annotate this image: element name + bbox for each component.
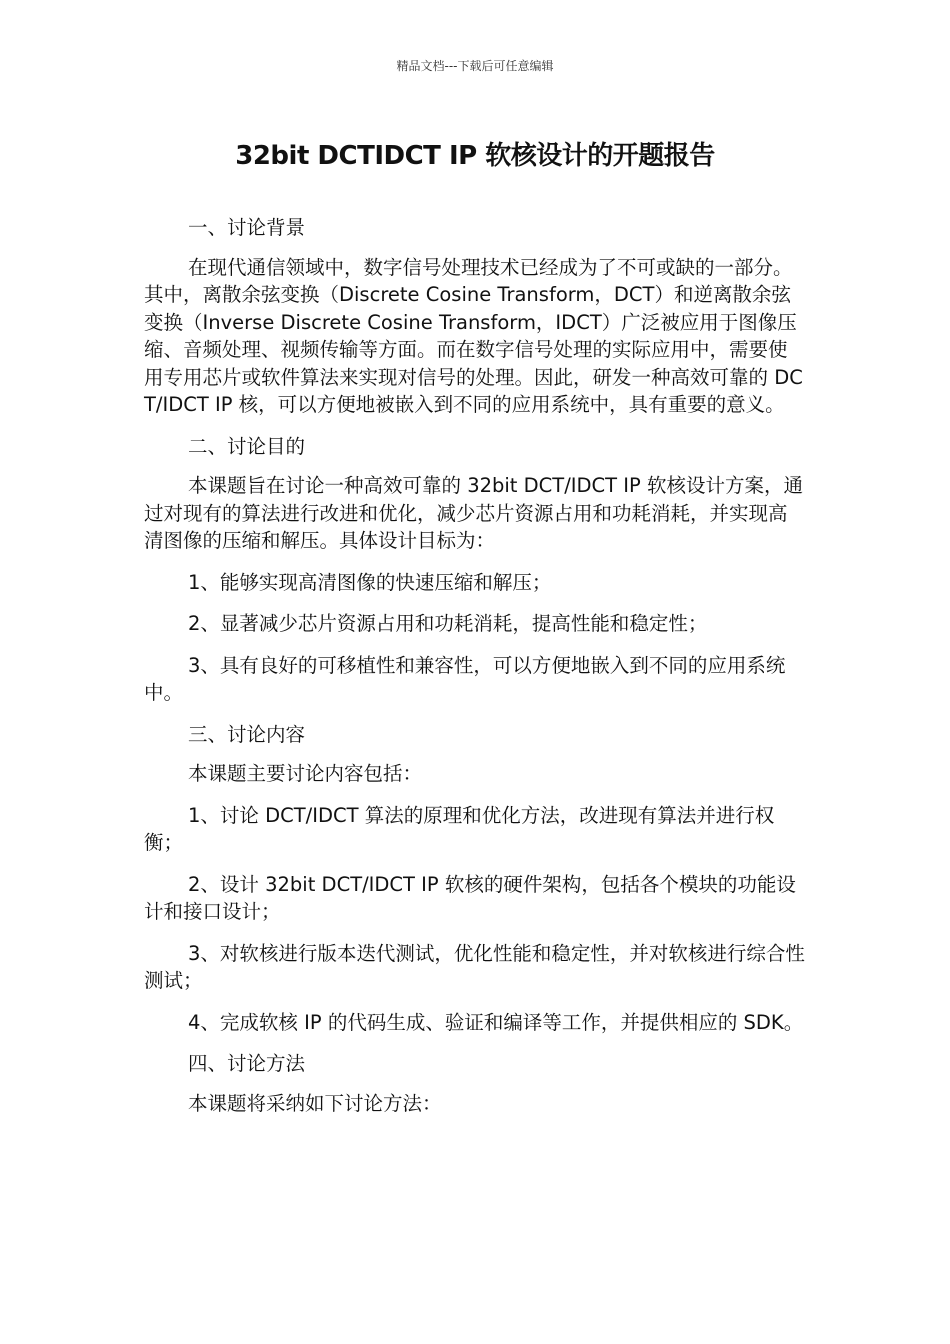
paragraph-purpose: 本课题旨在讨论一种高效可靠的 32bit DCT/IDCT IP 软核设计方案，通过对现有的算法进行改进和优化，减少芯片资源占用和功耗消耗，并实现高清图像的压缩和解压。具体设计目标为： bbox=[144, 474, 803, 552]
document-body bbox=[144, 214, 806, 1131]
section-heading-purpose: 二、讨论目的 bbox=[188, 434, 306, 458]
page-header: 精品文档---下载后可任意编辑 bbox=[396, 59, 554, 73]
list-item-goal-3: 3、具有良好的可移植性和兼容性，可以方便地嵌入到不同的应用系统中。 bbox=[144, 653, 786, 704]
list-item-goal-1: 1、能够实现高清图像的快速压缩和解压； bbox=[188, 570, 552, 594]
list-item-content-2: 2、设计 32bit DCT/IDCT IP 软核的硬件架构，包括各个模块的功能设计和接口设计； bbox=[144, 872, 796, 923]
section-heading-background: 一、讨论背景 bbox=[188, 216, 306, 239]
section-heading-content: 三、讨论内容 bbox=[188, 722, 306, 746]
paragraph-background: 在现代通信领域中，数字信号处理技术已经成为了不可或缺的一部分。其中，离散余弦变换（Discrete Cosine Transform，DCT）和逆离散余弦变换（Inverse Discrete Cosine Transform，IDCT）广泛被应用于图像压缩、音频处理、视频传输等方面。而在数字信号处理的实际应用中，需要使用专用芯片或软件算法来实现对信号的处理。因此，研发一种高效可靠的 DCT/IDCT IP 核，可以方便地被嵌入到不同的应用系统中，具有重要的意义。 bbox=[144, 255, 803, 416]
paragraph-method-intro: 本课题将采纳如下讨论方法： bbox=[188, 1091, 442, 1115]
paragraph-content-intro: 本课题主要讨论内容包括： bbox=[188, 762, 423, 785]
list-item-goal-2: 2、显著减少芯片资源占用和功耗消耗，提高性能和稳定性； bbox=[188, 612, 708, 635]
section-heading-method: 四、讨论方法 bbox=[188, 1052, 306, 1075]
list-item-content-1: 1、讨论 DCT/IDCT 算法的原理和优化方法，改进现有算法并进行权衡； bbox=[144, 803, 775, 854]
list-item-content-3: 3、对软核进行版本迭代测试，优化性能和稳定性，并对软核进行综合性测试； bbox=[144, 941, 805, 992]
document-title: 32bit DCTIDCT IP 软核设计的开题报告 bbox=[235, 141, 715, 171]
list-item-content-4: 4、完成软核 IP 的代码生成、验证和编译等工作，并提供相应的 SDK。 bbox=[188, 1010, 804, 1034]
